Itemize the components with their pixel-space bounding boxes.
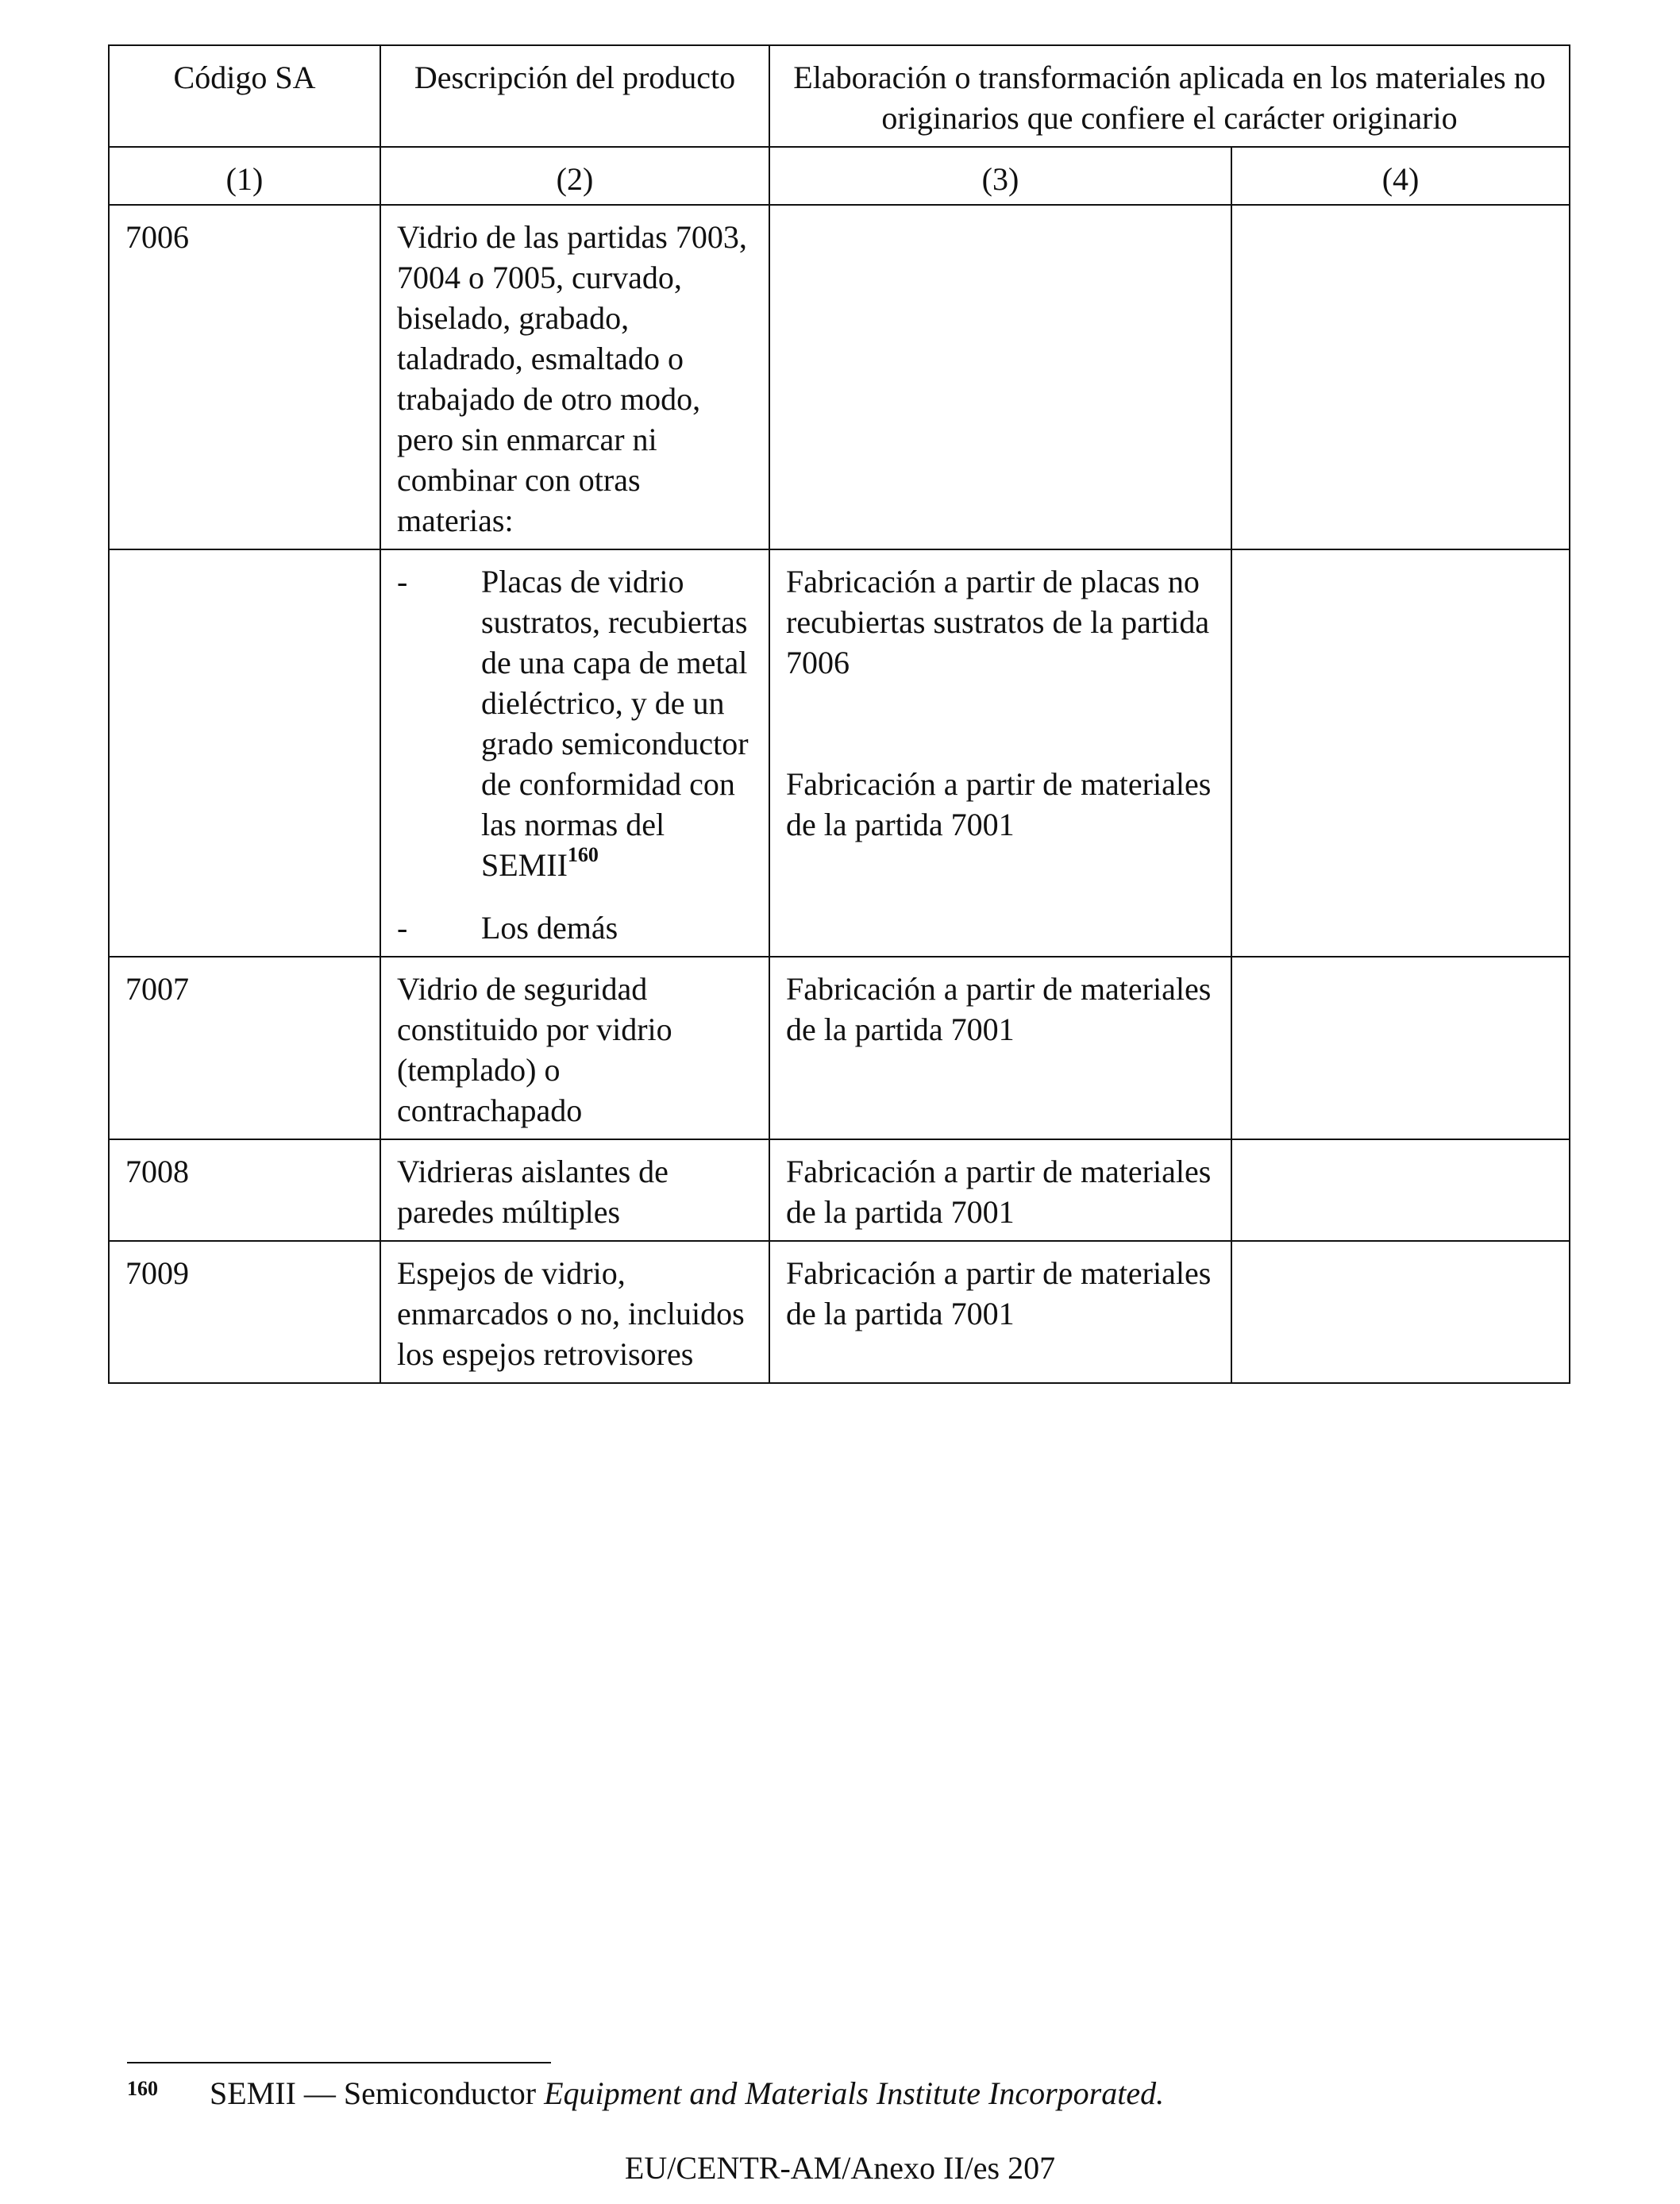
table-row <box>109 957 1570 1139</box>
footnote-separator <box>127 2062 551 2063</box>
table-row <box>109 1139 1570 1241</box>
processing-cell <box>769 205 1231 549</box>
description-cell: Vidrio de seguridad constituido por vidrio (templado) o contrachapado <box>380 957 769 1139</box>
header-processing: Elaboración o transformación aplicada en los materiales no originarios que confiere el carácter originario <box>769 45 1570 147</box>
rules-of-origin-table <box>108 44 1570 1384</box>
col4-cell <box>1231 1139 1570 1241</box>
hs-code-cell: 7006 <box>109 205 380 549</box>
table-header-row <box>109 45 1570 147</box>
col4-cell <box>1231 205 1570 549</box>
page-footer-reference: EU/CENTR-AM/Anexo II/es 207 <box>624 2150 1056 2186</box>
header-product-description: Descripción del producto <box>380 45 769 147</box>
hs-code-cell: 7007 <box>109 957 380 1139</box>
footnote-text-italic: Equipment and Materials Institute Incorporated. <box>544 2075 1165 2111</box>
dash-marker: - <box>397 910 408 946</box>
column-number-2: (2) <box>380 147 769 205</box>
sub-item-text: Los demás <box>481 910 618 946</box>
sub-item-description <box>397 561 753 885</box>
processing-cell: Fabricación a partir de materiales de la partida 7001 <box>769 957 1231 1139</box>
processing-cell <box>769 549 1231 957</box>
sub-item-processing: Fabricación a partir de materiales de la partida 7001 <box>786 766 1212 842</box>
table-row <box>109 205 1570 549</box>
footnote-text-plain: SEMII — Semiconductor <box>210 2075 545 2111</box>
footnote-number: 160 <box>127 2077 158 2100</box>
processing-cell: Fabricación a partir de materiales de la partida 7001 <box>769 1139 1231 1241</box>
column-number-row <box>109 147 1570 205</box>
header-hs-code: Código SA <box>109 45 380 147</box>
footnote-text <box>210 2072 1164 2115</box>
description-cell: Vidrio de las partidas 7003, 7004 o 7005, curvado, biselado, grabado, taladrado, esmaltado o trabajado de otro modo, pero sin enmarcar ni combinar con otras materias: <box>380 205 769 549</box>
hs-code-cell: 7009 <box>109 1241 380 1383</box>
col4-cell <box>1231 549 1570 957</box>
description-cell <box>380 549 769 957</box>
description-cell: Vidrieras aislantes de paredes múltiples <box>380 1139 769 1241</box>
sub-item-processing: Fabricación a partir de placas no recubiertas sustratos de la partida 7006 <box>786 564 1210 680</box>
col4-cell <box>1231 957 1570 1139</box>
footnote-reference: 160 <box>567 843 599 866</box>
sub-item-description <box>397 907 753 948</box>
column-number-3: (3) <box>769 147 1231 205</box>
description-cell: Espejos de vidrio, enmarcados o no, incluidos los espejos retrovisores <box>380 1241 769 1383</box>
table-row <box>109 549 1570 957</box>
processing-cell: Fabricación a partir de materiales de la partida 7001 <box>769 1241 1231 1383</box>
table-row <box>109 1241 1570 1383</box>
col4-cell <box>1231 1241 1570 1383</box>
sub-item-text: Placas de vidrio sustratos, recubiertas de una capa de metal dieléctrico, y de un grado semiconductor de conformidad con las normas del SEMII <box>481 564 749 883</box>
dash-marker: - <box>397 564 408 599</box>
hs-code-cell: 7008 <box>109 1139 380 1241</box>
column-number-1: (1) <box>109 147 380 205</box>
hs-code-cell <box>109 549 380 957</box>
column-number-4: (4) <box>1231 147 1570 205</box>
